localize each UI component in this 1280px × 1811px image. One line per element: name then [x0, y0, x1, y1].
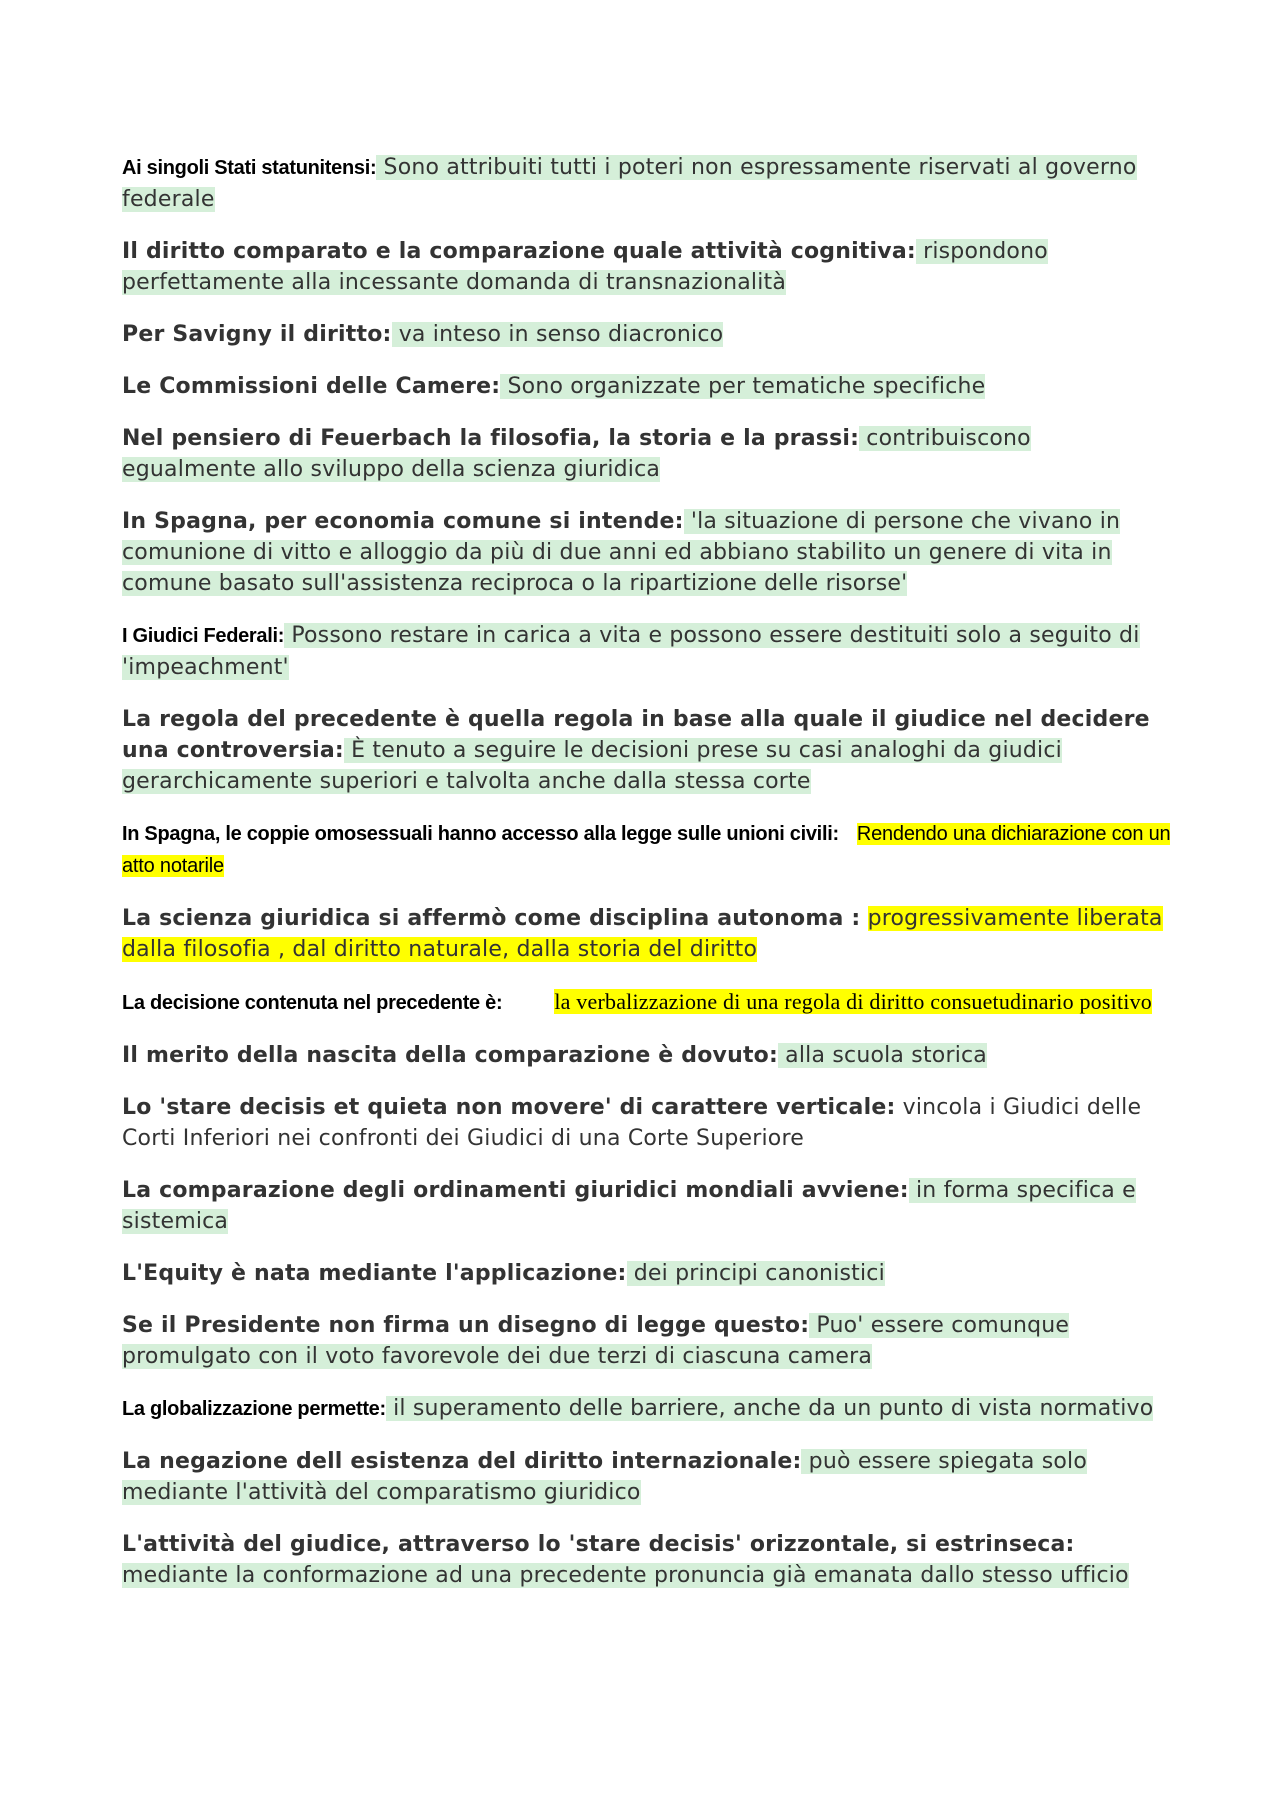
qa-entry — [122, 986, 1172, 1019]
qa-entry — [122, 152, 1172, 215]
question-text: La globalizzazione permette: — [122, 1398, 386, 1420]
question-text: La scienza giuridica si affermò come disciplina autonoma : — [122, 906, 861, 931]
qa-entry — [122, 1175, 1172, 1237]
answer-text: Sono organizzate per tematiche specifiche — [500, 374, 986, 399]
question-text: La comparazione degli ordinamenti giuridici mondiali avviene: — [122, 1178, 909, 1203]
qa-entry — [122, 903, 1172, 965]
answer-text: contribuiscono egualmente allo sviluppo della scienza giuridica — [122, 426, 1031, 482]
question-text: Il merito della nascita della comparazione è dovuto: — [122, 1043, 778, 1068]
qa-entry — [122, 319, 1172, 350]
question-text: Le Commissioni delle Camere: — [122, 374, 501, 399]
question-text: Ai singoli Stati statunitensi: — [122, 157, 377, 179]
answer-text: in forma specifica e sistemica — [122, 1178, 1136, 1234]
answer-text: può essere spiegata solo mediante l'attività del comparatismo giuridico — [122, 1449, 1088, 1505]
answer-text: 'la situazione di persone che vivano in comunione di vitto e alloggio da più di due anni ed abbiano stabilito un genere di vita in comune basato sull'assistenza reciproca o la ripartizione delle risorse' — [122, 509, 1121, 596]
question-text: La negazione dell esistenza del diritto internazionale: — [122, 1449, 802, 1474]
question-text: Il diritto comparato e la comparazione quale attività cognitiva: — [122, 239, 916, 264]
answer-text: Possono restare in carica a vita e possono essere destituiti solo a seguito di 'impeachment' — [122, 623, 1140, 680]
qa-entry — [122, 506, 1172, 599]
answer-text: il superamento delle barriere, anche da un punto di vista normativo — [385, 1396, 1154, 1421]
question-text: L'attività del giudice, attraverso lo 'stare decisis' orizzontale, si estrinseca: — [122, 1532, 1075, 1557]
document-page — [122, 152, 1172, 1612]
qa-entry — [122, 1040, 1172, 1071]
question-text: In Spagna, per economia comune si intende: — [122, 509, 684, 534]
qa-entry — [122, 1529, 1172, 1591]
qa-entry — [122, 236, 1172, 298]
qa-entry — [122, 1092, 1172, 1154]
question-text: I Giudici Federali: — [122, 625, 285, 647]
answer-text: vincola i Giudici delle Corti Inferiori nei confronti dei Giudici di una Corte Superiore — [122, 1095, 1142, 1151]
answer-text: la verbalizzazione di una regola di diritto consuetudinario positivo — [554, 989, 1152, 1014]
qa-entry — [122, 818, 1172, 882]
qa-entry — [122, 1393, 1172, 1425]
answer-text: Sono attribuiti tutti i poteri non espressamente riservati al governo federale — [122, 155, 1137, 212]
question-text: Se il Presidente non firma un disegno di legge questo: — [122, 1313, 810, 1338]
answer-text: mediante la conformazione ad una precedente pronuncia già emanata dallo stesso ufficio — [122, 1563, 1129, 1588]
qa-entry — [122, 620, 1172, 683]
answer-text: progressivamente liberata dalla filosofia , dal diritto naturale, dalla storia del diritto — [122, 906, 1163, 962]
question-text: L'Equity è nata mediante l'applicazione: — [122, 1261, 627, 1286]
answer-text: rispondono perfettamente alla incessante domanda di transnazionalità — [122, 239, 1048, 295]
qa-entry — [122, 1310, 1172, 1372]
answer-text: È tenuto a seguire le decisioni prese su casi analoghi da giudici gerarchicamente superiori e talvolta anche dalla stessa corte — [122, 738, 1062, 794]
qa-entry — [122, 1258, 1172, 1289]
question-text: Lo 'stare decisis et quieta non movere' di carattere verticale: — [122, 1095, 896, 1120]
question-text: Nel pensiero di Feuerbach la filosofia, la storia e la prassi: — [122, 426, 860, 451]
question-text: La regola del precedente è quella regola in base alla quale il giudice nel decidere una controversia: — [122, 707, 1150, 763]
answer-text: Puo' essere comunque promulgato con il voto favorevole dei due terzi di ciascuna camera — [122, 1313, 1070, 1369]
answer-text: alla scuola storica — [777, 1043, 987, 1068]
qa-entry — [122, 423, 1172, 485]
question-text: In Spagna, le coppie omosessuali hanno accesso alla legge sulle unioni civili: — [122, 823, 839, 845]
answer-text: Rendendo una dichiarazione con un atto notarile — [122, 823, 1171, 877]
qa-entry — [122, 371, 1172, 402]
question-text: La decisione contenuta nel precedente è: — [122, 992, 503, 1014]
answer-text: va inteso in senso diacronico — [391, 322, 724, 347]
qa-entry — [122, 704, 1172, 797]
qa-entry — [122, 1446, 1172, 1508]
question-text: Per Savigny il diritto: — [122, 322, 392, 347]
answer-text: dei principi canonistici — [626, 1261, 885, 1286]
